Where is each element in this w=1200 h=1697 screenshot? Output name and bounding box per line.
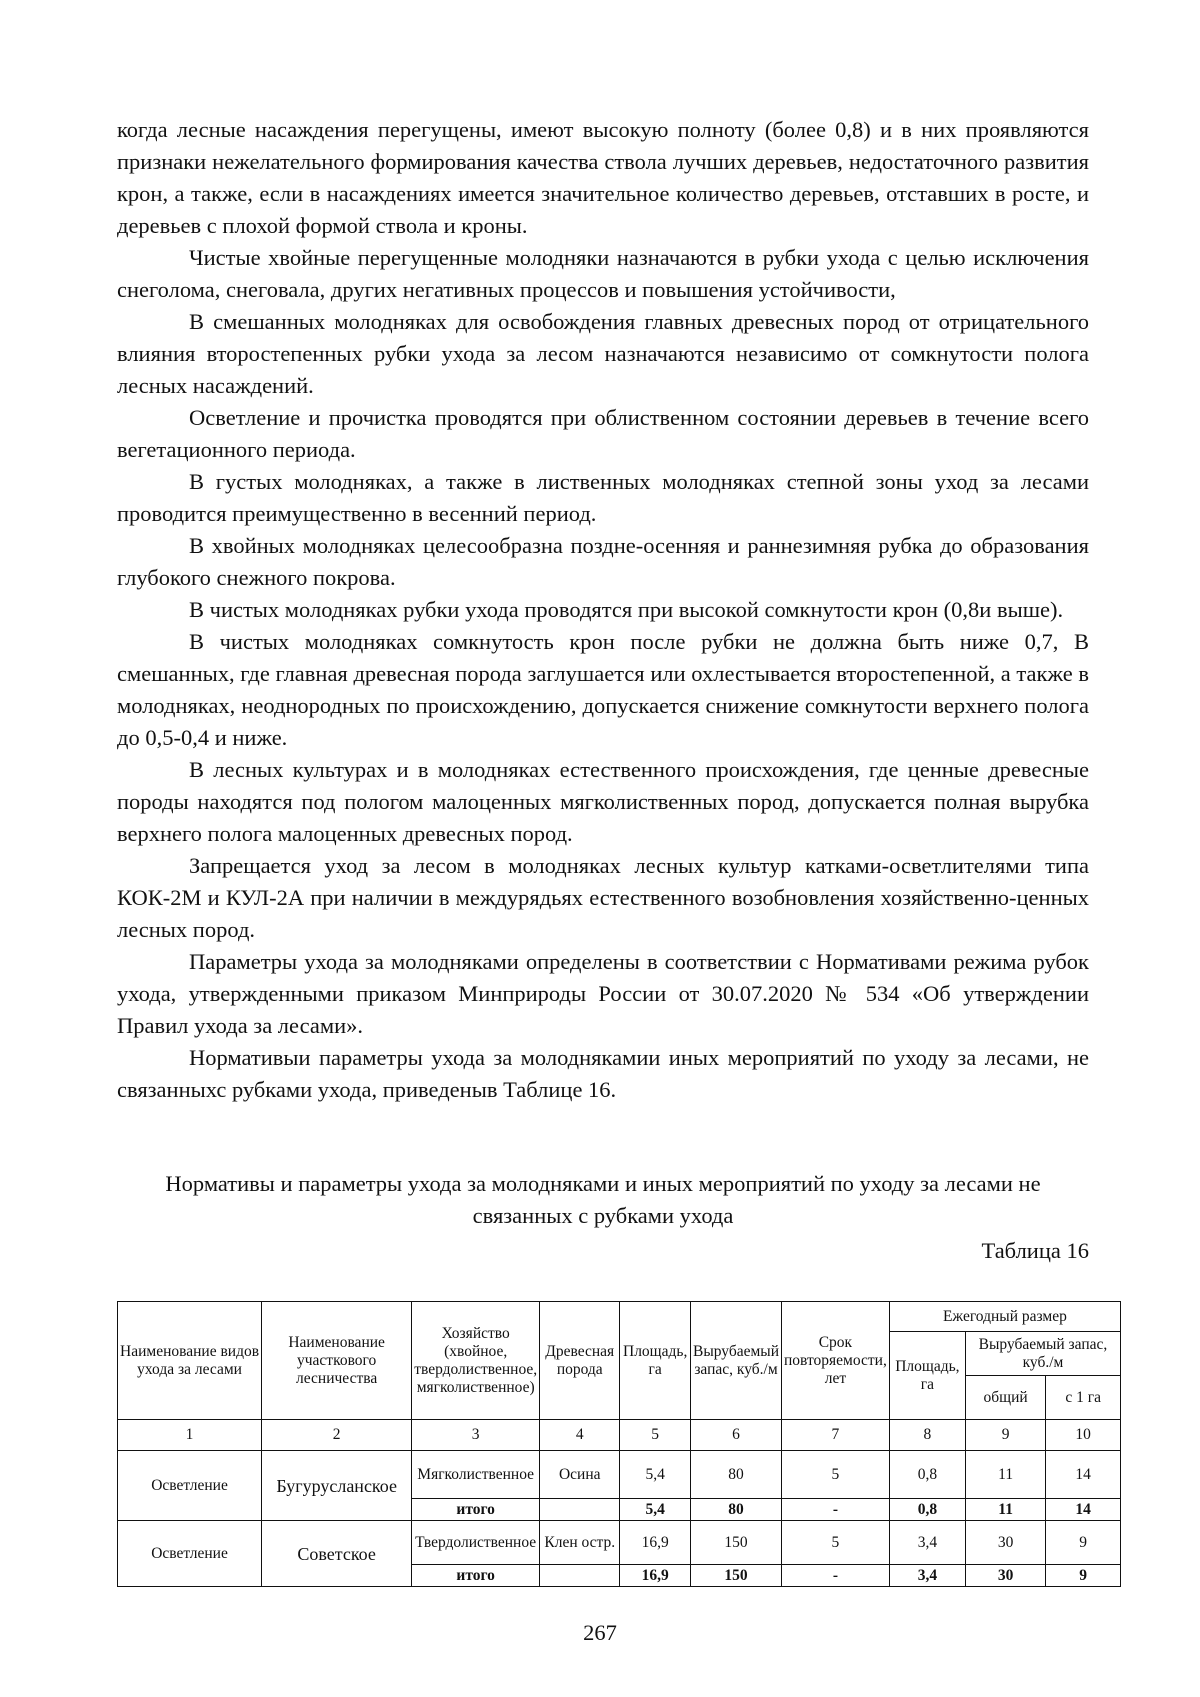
header-annual: Ежегодный размер	[889, 1302, 1120, 1332]
cell-period: 5	[782, 1451, 890, 1499]
paragraph: Параметры ухода за молодняками определены в соответствии с Нормативами режима рубок ухода, утвержденными приказом Минприроды России от 30.07.2020 № 534 «Об утверждении Правил ухода за лесами».	[117, 949, 1089, 1038]
table-caption	[117, 1168, 1089, 1232]
cell-itogo-total: 11	[965, 1499, 1045, 1521]
cell-type: Осветление	[118, 1451, 262, 1521]
cell-itogo-total: 30	[965, 1565, 1045, 1587]
cell-itogo-area: 16,9	[620, 1565, 691, 1587]
header-type: Наименование видов ухода за лесами	[118, 1302, 262, 1420]
cell-period: 5	[782, 1521, 890, 1565]
cell-itogo-per-ha: 14	[1046, 1499, 1121, 1521]
cell-species: Осина	[540, 1451, 620, 1499]
cell-empty	[540, 1565, 620, 1587]
cell-itogo-stock: 80	[690, 1499, 781, 1521]
cell-forestry: Советское	[262, 1521, 412, 1587]
cell-itogo-label: итого	[412, 1499, 540, 1521]
norms-table	[117, 1301, 1121, 1587]
table-row	[118, 1521, 1121, 1565]
cell-forestry: Бугурусланское	[262, 1451, 412, 1521]
cell-itogo-period: -	[782, 1565, 890, 1587]
header-forestry: Наименование участкового лесничества	[262, 1302, 412, 1420]
cell-itogo-label: итого	[412, 1565, 540, 1587]
cell-empty	[540, 1499, 620, 1521]
caption-line: связанных с рубками ухода	[472, 1203, 734, 1228]
paragraph: В лесных культурах и в молодняках естественного происхождения, где ценные древесные породы находятся под пологом малоценных мягколиственных пород, допускается полная вырубка верхнего полога малоценных древесных пород.	[117, 757, 1089, 846]
cell-area: 16,9	[620, 1521, 691, 1565]
paragraph: В смешанных молодняках для освобождения главных древесных пород от отрицательного влияния второстепенных рубки ухода за лесом назначаются независимо от сомкнутости полога лесных насаждений.	[117, 309, 1089, 398]
cell-itogo-per-ha: 9	[1046, 1565, 1121, 1587]
header-total: общий	[965, 1376, 1045, 1420]
header-species: Древесная порода	[540, 1302, 620, 1420]
paragraph: Запрещается уход за лесом в молодняках лесных культур катками-осветлителями типа КОК-2М и КУЛ-2А при наличии в междурядьях естественного возобновления хозяйственно-ценных лесных пород.	[117, 853, 1089, 942]
header-annual-area: Площадь, га	[889, 1332, 965, 1420]
cell-total: 30	[965, 1521, 1045, 1565]
cell-per-ha: 14	[1046, 1451, 1121, 1499]
cell-annual-area: 3,4	[889, 1521, 965, 1565]
cell-farm: Мягколиственное	[412, 1451, 540, 1499]
column-number: 8	[889, 1420, 965, 1451]
paragraph: В чистых молодняках сомкнутость крон после рубки не должна быть ниже 0,7, В смешанных, где главная древесная порода заглушается или охлестывается второстепенной, а также в молодняках, неоднородных по происхождению, допускается снижение сомкнутости верхнего полога до 0,5-0,4 и ниже.	[117, 629, 1089, 750]
cell-per-ha: 9	[1046, 1521, 1121, 1565]
cell-itogo-annual-area: 3,4	[889, 1565, 965, 1587]
cell-itogo-period: -	[782, 1499, 890, 1521]
cell-annual-area: 0,8	[889, 1451, 965, 1499]
cell-species: Клен остр.	[540, 1521, 620, 1565]
column-number: 2	[262, 1420, 412, 1451]
cell-stock: 80	[690, 1451, 781, 1499]
header-stock: Вырубаемый запас, куб./м	[690, 1302, 781, 1420]
column-number: 4	[540, 1420, 620, 1451]
paragraph: В хвойных молодняках целесообразна поздне-осенняя и раннезимняя рубка до образования глубокого снежного покрова.	[117, 533, 1089, 590]
header-area: Площадь, га	[620, 1302, 691, 1420]
header-farm: Хозяйство (хвойное, твердолиственное, мягколиственное)	[412, 1302, 540, 1420]
column-number: 3	[412, 1420, 540, 1451]
cell-itogo-annual-area: 0,8	[889, 1499, 965, 1521]
cell-farm: Твердолиственное	[412, 1521, 540, 1565]
paragraph: Чистые хвойные перегущенные молодняки назначаются в рубки ухода с целью исключения снеголома, снеговала, других негативных процессов и повышения устойчивости,	[117, 245, 1089, 302]
table-row	[118, 1451, 1121, 1499]
paragraph: В чистых молодняках рубки ухода проводятся при высокой сомкнутости крон (0,8и выше).	[189, 597, 1064, 622]
header-per-ha: с 1 га	[1046, 1376, 1121, 1420]
paragraph: В густых молодняках, а также в лиственных молодняках степной зоны уход за лесами проводится преимущественно в весенний период.	[117, 469, 1089, 526]
paragraph: Нормативыи параметры ухода за молоднякамии иных мероприятий по уходу за лесами, не связанныхс рубками ухода, приведеныв Таблице 16.	[117, 1045, 1089, 1102]
cell-area: 5,4	[620, 1451, 691, 1499]
cell-type: Осветление	[118, 1521, 262, 1587]
column-number: 6	[690, 1420, 781, 1451]
body-text	[117, 114, 1089, 1106]
column-number: 9	[965, 1420, 1045, 1451]
column-number: 5	[620, 1420, 691, 1451]
column-number: 7	[782, 1420, 890, 1451]
column-numbers-row	[118, 1420, 1121, 1451]
column-number: 1	[118, 1420, 262, 1451]
paragraph: Осветление и прочистка проводятся при облиственном состоянии деревьев в течение всего вегетационного периода.	[117, 405, 1089, 462]
cell-itogo-stock: 150	[690, 1565, 781, 1587]
page-number: 267	[583, 1620, 617, 1645]
cell-total: 11	[965, 1451, 1045, 1499]
paragraph: когда лесные насаждения перегущены, имеют высокую полноту (более 0,8) и в них проявляются признаки нежелательного формирования качества ствола лучших деревьев, недостаточного развития крон, а также, если в насаждениях имеется значительное количество деревьев, отставших в росте, и деревьев с плохой формой ствола и кроны.	[117, 117, 1089, 238]
cell-itogo-area: 5,4	[620, 1499, 691, 1521]
column-number: 10	[1046, 1420, 1121, 1451]
cell-stock: 150	[690, 1521, 781, 1565]
table-number: Таблица 16	[981, 1238, 1089, 1263]
header-annual-stock: Вырубаемый запас, куб./м	[965, 1332, 1120, 1376]
header-period: Срок повторяемости, лет	[782, 1302, 890, 1420]
caption-line: Нормативы и параметры ухода за молодняками и иных мероприятий по уходу за лесами не	[165, 1171, 1041, 1196]
